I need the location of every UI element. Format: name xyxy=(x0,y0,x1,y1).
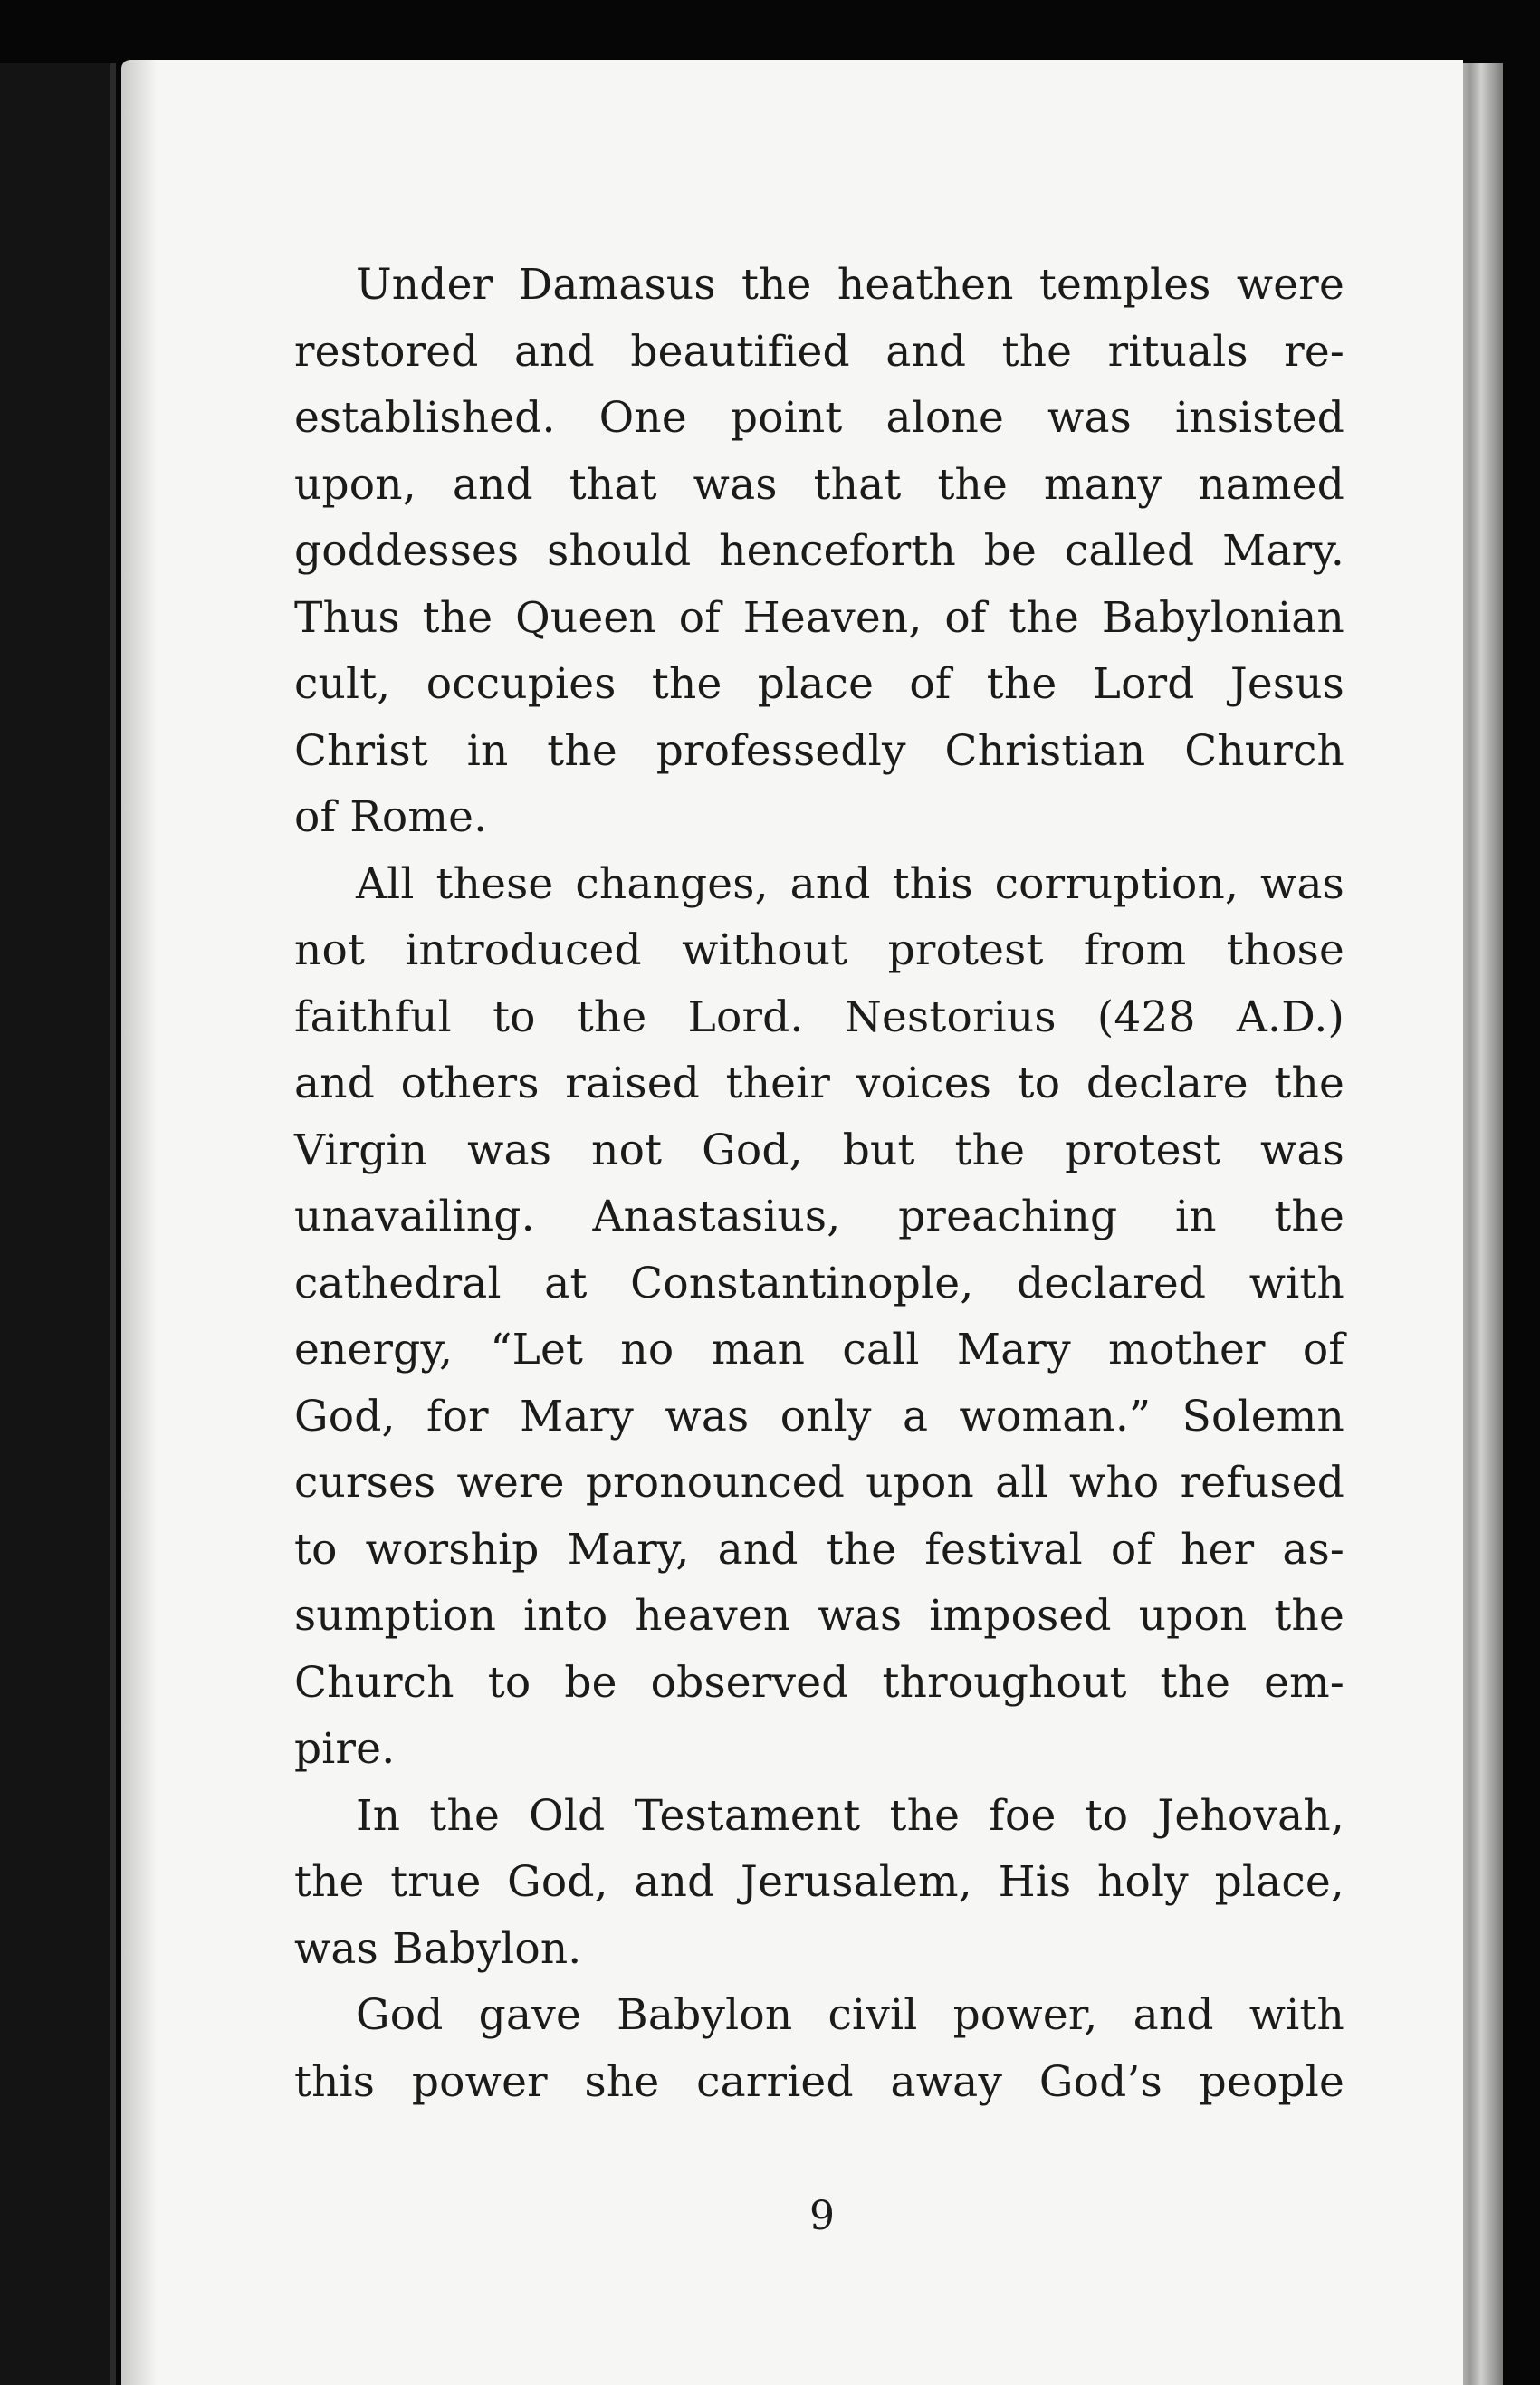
paragraph-4 xyxy=(294,1982,1344,2115)
paragraph-1 xyxy=(294,252,1344,851)
text-line: faithful to the Lord. Nestorius (428 A.D.) xyxy=(294,991,1344,1042)
text-line: Under Damasus the heathen temples were xyxy=(356,260,1344,310)
text-line: energy, “Let no man call Mary mother of xyxy=(294,1325,1344,1374)
paragraph-3 xyxy=(294,1783,1344,1983)
text-line: Christ in the professedly Christian Church xyxy=(294,725,1344,776)
paragraph-2 xyxy=(294,851,1344,1783)
text-line: restored and beautified and the rituals re- xyxy=(294,326,1344,377)
text-line: Thus the Queen of Heaven, of the Babylonian xyxy=(294,592,1344,643)
text-line: to worship Mary, and the festival of her as- xyxy=(294,1524,1344,1575)
page-number: 9 xyxy=(809,2193,835,2239)
text-line: In the Old Testament the foe to Jehovah, xyxy=(356,1790,1344,1841)
text-line: pire. xyxy=(294,1724,396,1774)
text-line: was Babylon. xyxy=(294,1923,582,1974)
text-line: All these changes, and this corruption, was xyxy=(356,858,1344,909)
text-line: cathedral at Constantinople, declared with xyxy=(294,1258,1344,1308)
body-text xyxy=(294,252,1344,2115)
facing-page-edge-line xyxy=(110,63,116,2385)
text-line: upon, and that was that the many named xyxy=(294,459,1344,510)
text-line: cult, occupies the place of the Lord Jesus xyxy=(294,659,1344,709)
text-line: goddesses should henceforth be called Mary. xyxy=(294,526,1344,576)
text-line: God gave Babylon civil power, and with xyxy=(356,1990,1344,2040)
text-line: unavailing. Anastasius, preaching in the xyxy=(294,1192,1344,1241)
text-line: this power she carried away God’s people xyxy=(294,2056,1344,2107)
facing-page-edge xyxy=(0,63,116,2385)
text-line: of Rome. xyxy=(294,792,488,842)
text-line: the true God, and Jerusalem, His holy place, xyxy=(294,1857,1344,1907)
text-line: not introduced without protest from those xyxy=(294,925,1344,975)
text-line: Church to be observed throughout the em- xyxy=(294,1657,1344,1708)
text-line: sumption into heaven was imposed upon the xyxy=(294,1591,1344,1641)
text-line: established. One point alone was insisted xyxy=(294,393,1344,443)
text-line: curses were pronounced upon all who refused xyxy=(294,1458,1344,1508)
text-line: Virgin was not God, but the protest was xyxy=(294,1125,1344,1175)
text-line: and others raised their voices to declare the xyxy=(294,1058,1344,1108)
binding-shadow xyxy=(121,60,158,2385)
text-line: God, for Mary was only a woman.” Solemn xyxy=(294,1391,1344,1442)
